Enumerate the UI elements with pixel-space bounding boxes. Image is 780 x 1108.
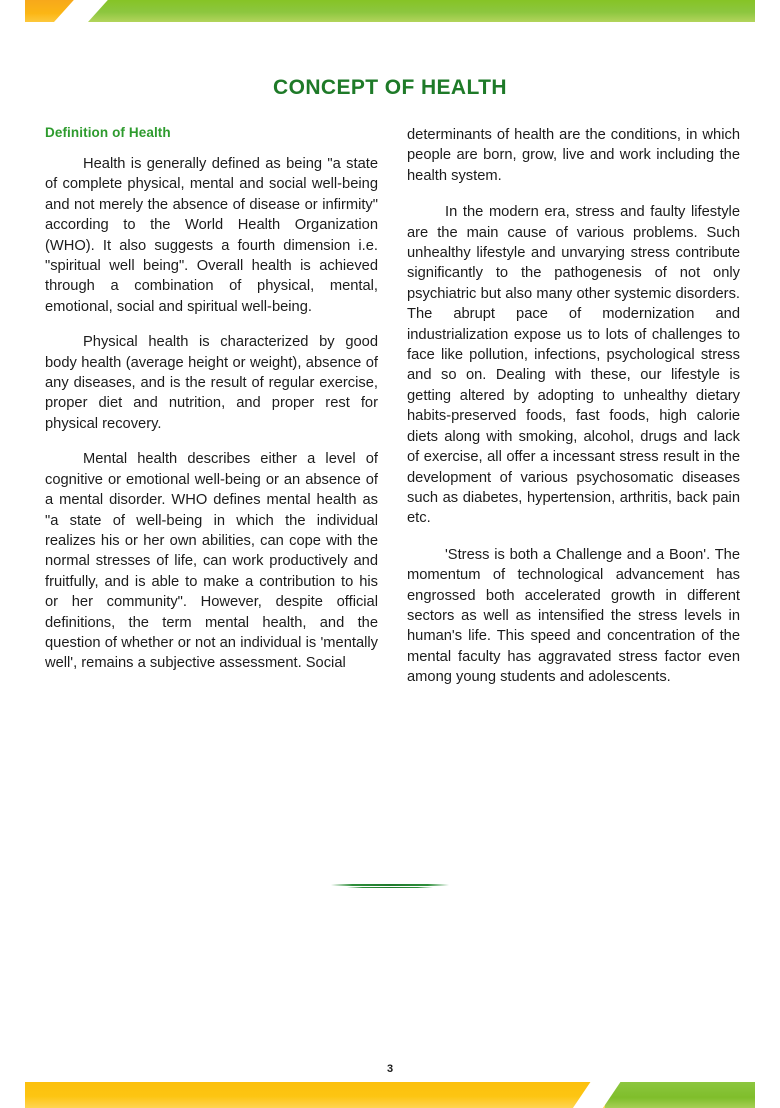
right-column <box>407 125 740 704</box>
divider-bar-lower <box>347 887 433 888</box>
top-decorative-banner <box>25 0 755 22</box>
page-number: 3 <box>386 1063 394 1075</box>
paragraph: In the modern era, stress and faulty lifestyle are the main cause of various problems. Such unhealthy lifestyle and unvarying stress contribute significantly to the pathogenesis of not only psychiatric but also many other systemic disorders. The abrupt pace of modernization and industrialization expose us to lots of challenges to face like pollution, infections, psychological stress and so on. Dealing with these, our lifestyle is getting altered by adopting to unhealthy dietary habits-preserved foods, fast foods, high calorie diets along with smoking, alcohol, drugs and lack of exercise, all offer a incessant stress result in the development of various psychosomatic diseases such as diabetes, hypertension, arthritis, back pain etc. <box>407 204 740 527</box>
section-heading-definition-of-health: Definition of Health <box>45 125 171 140</box>
paragraph: Physical health is characterized by good body health (average height or weight), absence of any diseases, and is the result of regular exercise, proper diet and nutrition, and proper rest for physical recovery. <box>45 334 378 432</box>
left-column <box>45 125 378 704</box>
top-banner-green-band <box>25 0 755 22</box>
bottom-banner-yellow-band <box>25 1082 605 1108</box>
paragraph: Health is generally defined as being "a state of complete physical, mental and social well-being and not merely the absence of disease or infirmity" according to the World Health Organization (WHO). It also suggests a fourth dimension i.e. "spiritual well being". Overall health is achieved through a combination of physical, mental, emotional, social and spiritual well-being. <box>45 156 378 315</box>
paragraph: determinants of health are the conditions, in which people are born, grow, live and work including the health system. <box>407 127 740 184</box>
paragraph: Mental health describes either a level of cognitive or emotional well-being or an absence of a mental disorder. WHO defines mental health as "a state of well-being in which the individual realizes his or her own abilities, can cope with the normal stresses of life, can work productively and fruitfully, and is able to make a contribution to his or her community". However, despite official definitions, the term mental health, and the question of whether or not an individual is 'mentally well', remains a subjective assessment. Social <box>45 451 378 672</box>
bottom-decorative-banner <box>25 1082 755 1108</box>
paragraph: 'Stress is both a Challenge and a Boon'. The momentum of technological advancement has engrossed both accelerated growth in different sectors as well as intensified the stress levels in human's life. This speed and concentration of the mental faculty has aggravated stress factor even among young students and adolescents. <box>407 546 740 686</box>
ornamental-divider <box>331 884 449 889</box>
page-title: CONCEPT OF HEALTH <box>273 76 507 99</box>
article-columns <box>45 125 745 704</box>
divider-bar-upper <box>331 884 449 886</box>
